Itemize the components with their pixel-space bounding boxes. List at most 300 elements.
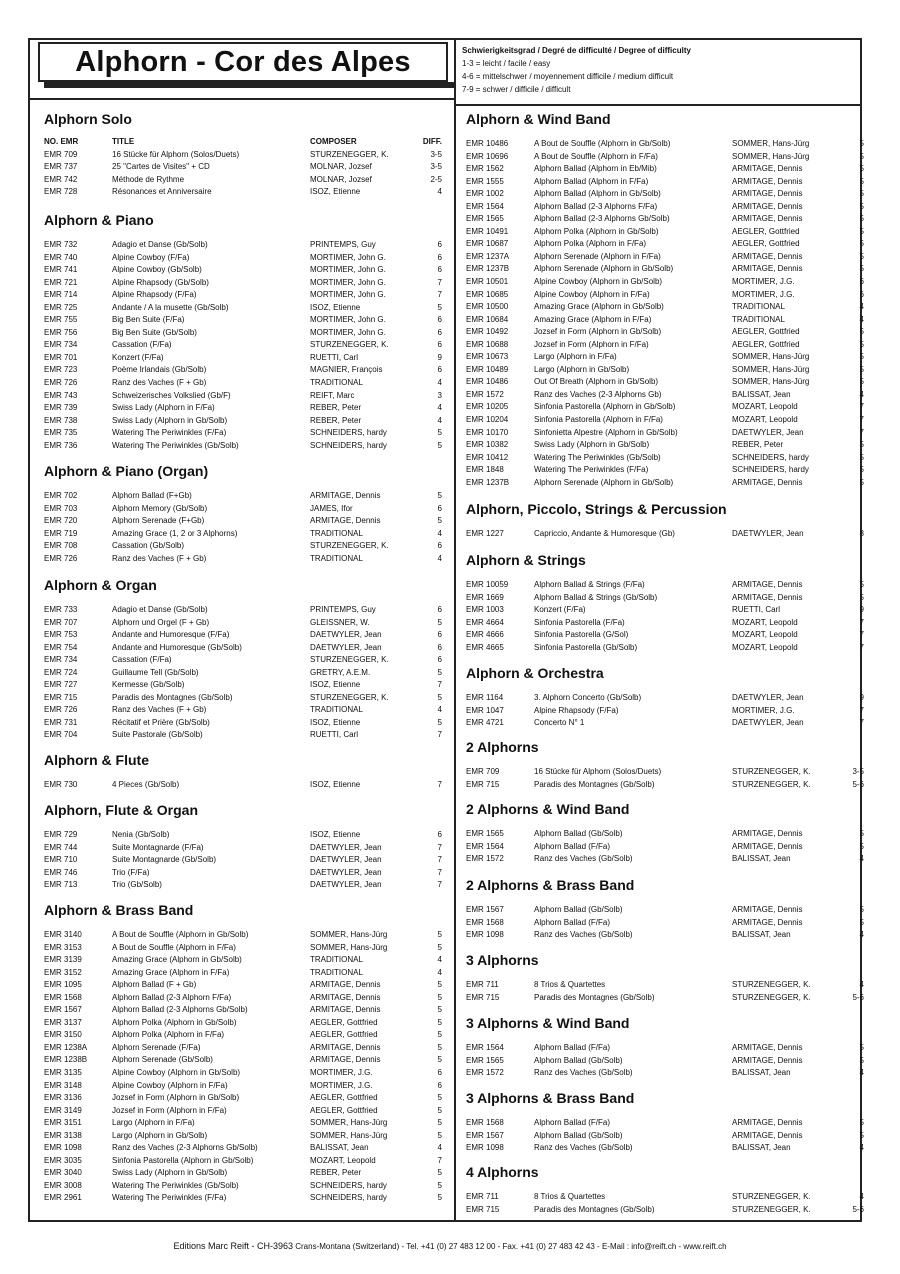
composer: ARMITAGE, Dennis bbox=[310, 516, 381, 526]
work-title: Alphorn Ballad (Gb/Solb) bbox=[534, 905, 623, 914]
difficulty: 5 bbox=[859, 214, 864, 224]
catalog-row bbox=[466, 853, 866, 866]
difficulty: 6 bbox=[437, 340, 442, 350]
catalog-row bbox=[466, 163, 866, 176]
work-title: Ranz des Vaches (Gb/Solb) bbox=[534, 930, 633, 940]
composer: SOMMER, Hans-Jürg bbox=[732, 352, 810, 362]
section-rows bbox=[466, 766, 866, 791]
section-rows bbox=[44, 239, 444, 452]
difficulty: 3 bbox=[437, 390, 442, 400]
difficulty: 6 bbox=[437, 365, 442, 375]
composer: DAETWYLER, Jean bbox=[732, 529, 804, 538]
catalog-row bbox=[466, 1130, 866, 1143]
catalog-section bbox=[466, 1089, 866, 1155]
composer: TRADITIONAL bbox=[732, 302, 785, 312]
catalog-section bbox=[44, 110, 444, 199]
catalog-number: EMR 1095 bbox=[44, 980, 82, 990]
difficulty: 7 bbox=[437, 680, 442, 690]
difficulty: 4 bbox=[437, 705, 442, 715]
catalog-number: EMR 3149 bbox=[44, 1105, 82, 1115]
work-title: Swiss Lady (Alphorn in Gb/Solb) bbox=[112, 415, 228, 425]
work-title: Paradis des Montagnes (Gb/Solb) bbox=[534, 1204, 655, 1214]
catalog-number: EMR 10486 bbox=[466, 139, 509, 148]
composer: STURZENEGGER, K. bbox=[310, 340, 389, 350]
catalog-row bbox=[44, 1180, 444, 1193]
catalog-row bbox=[466, 401, 866, 414]
catalog-row bbox=[44, 1105, 444, 1118]
difficulty: 2-5 bbox=[430, 174, 442, 184]
difficulty: 8 bbox=[859, 529, 864, 538]
catalog-row bbox=[466, 213, 866, 226]
catalog-row bbox=[44, 239, 444, 252]
difficulty: 4 bbox=[437, 187, 442, 197]
difficulty: 5 bbox=[437, 1168, 442, 1178]
difficulty: 5 bbox=[437, 302, 442, 312]
composer: MOLNAR, Jozsef bbox=[310, 162, 372, 172]
composer: TRADITIONAL bbox=[310, 955, 363, 965]
composer: ARMITAGE, Dennis bbox=[732, 1118, 803, 1127]
composer: ARMITAGE, Dennis bbox=[732, 1043, 803, 1052]
composer: ISOZ, Etienne bbox=[310, 680, 361, 690]
catalog-section bbox=[44, 211, 444, 452]
work-title: Andante and Humoresque (Gb/Solb) bbox=[112, 642, 242, 652]
composer: BALISSAT, Jean bbox=[732, 1068, 791, 1078]
section-rows bbox=[466, 828, 866, 866]
catalog-number: EMR 4665 bbox=[466, 642, 504, 652]
difficulty: 4 bbox=[859, 389, 864, 399]
difficulty: 7 bbox=[437, 1155, 442, 1165]
catalog-row bbox=[44, 1067, 444, 1080]
work-title: Alphorn Ballad (Alphorn in Eb/Mib) bbox=[534, 164, 657, 174]
catalog-number: EMR 1568 bbox=[466, 917, 504, 927]
composer: SOMMER, Hans-Jürg bbox=[732, 364, 810, 374]
catalog-number: EMR 10501 bbox=[466, 277, 509, 287]
catalog-row bbox=[44, 942, 444, 955]
catalog-number: EMR 3152 bbox=[44, 967, 82, 977]
difficulty: 5 bbox=[859, 251, 864, 261]
catalog-number: EMR 3135 bbox=[44, 1068, 82, 1078]
catalog-number: EMR 10684 bbox=[466, 314, 509, 324]
composer: DAETWYLER, Jean bbox=[732, 718, 804, 728]
catalog-section bbox=[44, 576, 444, 742]
difficulty: 5 bbox=[437, 1093, 442, 1103]
composer: MORTIMER, J.G. bbox=[732, 277, 795, 287]
work-title: Alpine Cowboy (Alphorn in Gb/Solb) bbox=[534, 277, 663, 287]
work-title: Alphorn Polka (Alphorn in F/Fa) bbox=[112, 1030, 225, 1040]
work-title: Alphorn Serenade (Alphorn in Gb/Solb) bbox=[534, 477, 674, 487]
catalog-number: EMR 1098 bbox=[44, 1143, 82, 1153]
catalog-row bbox=[44, 1004, 444, 1017]
composer: TRADITIONAL bbox=[732, 314, 785, 324]
difficulty: 7 bbox=[859, 630, 864, 640]
composer: MORTIMER, John G. bbox=[310, 290, 386, 300]
difficulty: 5 bbox=[437, 942, 442, 952]
catalog-row bbox=[44, 402, 444, 415]
catalog-row bbox=[44, 440, 444, 453]
catalog-row bbox=[44, 954, 444, 967]
catalog-row bbox=[466, 528, 866, 541]
work-title: Résonances et Anniversaire bbox=[112, 187, 212, 197]
work-title: Swiss Lady (Alphorn in Gb/Solb) bbox=[112, 1168, 228, 1178]
difficulty: 5 bbox=[437, 440, 442, 450]
composer: MORTIMER, John G. bbox=[310, 315, 386, 325]
work-title: Ranz des Vaches (2-3 Alphorns Gb/Solb) bbox=[112, 1143, 258, 1153]
catalog-section bbox=[466, 500, 866, 541]
work-title: Alphorn Serenade (Alphorn in F/Fa) bbox=[534, 251, 661, 261]
work-title: Alphorn Ballad (Gb/Solb) bbox=[534, 1130, 623, 1140]
catalog-row bbox=[44, 779, 444, 792]
catalog-number: EMR 721 bbox=[44, 277, 78, 287]
catalog-row bbox=[44, 992, 444, 1005]
difficulty: 5 bbox=[859, 905, 864, 914]
composer: REBER, Peter bbox=[310, 415, 362, 425]
work-title: Sinfonia Pastorella (Alphorn in Gb/Solb) bbox=[534, 402, 676, 412]
section-rows bbox=[44, 604, 444, 742]
catalog-number: EMR 10492 bbox=[466, 327, 509, 337]
difficulty: 5 bbox=[437, 667, 442, 677]
section-rows bbox=[466, 904, 866, 942]
catalog-number: EMR 732 bbox=[44, 240, 78, 249]
catalog-row bbox=[466, 151, 866, 164]
work-title: Suite Montagnarde (Gb/Solb) bbox=[112, 855, 217, 865]
difficulty: 6 bbox=[859, 289, 864, 299]
composer: SOMMER, Hans-Jürg bbox=[310, 1118, 388, 1128]
catalog-number: EMR 703 bbox=[44, 503, 78, 513]
composer: MOZART, Leopold bbox=[732, 415, 798, 425]
catalog-row bbox=[466, 351, 866, 364]
work-title: Trio (F/Fa) bbox=[112, 867, 150, 877]
section-heading: Alphorn, Flute & Organ bbox=[44, 802, 198, 818]
catalog-row bbox=[44, 377, 444, 390]
catalog-row bbox=[466, 604, 866, 617]
composer: GLEISSNER, W. bbox=[310, 617, 370, 627]
catalog-number: EMR 10685 bbox=[466, 289, 509, 299]
difficulty: 6 bbox=[437, 830, 442, 839]
difficulty: 7 bbox=[437, 730, 442, 740]
catalog-number: EMR 10486 bbox=[466, 377, 509, 387]
work-title: Nenia (Gb/Solb) bbox=[112, 830, 170, 839]
header-rule-left bbox=[30, 98, 454, 100]
work-title: Amazing Grace (1, 2 or 3 Alphorns) bbox=[112, 528, 238, 538]
difficulty: 7 bbox=[859, 642, 864, 652]
catalog-row bbox=[466, 992, 866, 1005]
composer: ARMITAGE, Dennis bbox=[310, 1042, 381, 1052]
catalog-row bbox=[466, 1042, 866, 1055]
work-title: Suite Montagnarde (F/Fa) bbox=[112, 842, 204, 852]
catalog-row bbox=[466, 1191, 866, 1204]
difficulty: 4 bbox=[437, 378, 442, 388]
catalog-number: EMR 10489 bbox=[466, 364, 509, 374]
work-title: Sinfonia Pastorella (F/Fa) bbox=[534, 617, 625, 627]
difficulty: 5-6 bbox=[852, 779, 864, 789]
composer: ARMITAGE, Dennis bbox=[732, 841, 803, 851]
difficulty: 7 bbox=[437, 277, 442, 287]
catalog-row bbox=[44, 1054, 444, 1067]
composer: MAGNIER, François bbox=[310, 365, 383, 375]
difficulty: 5 bbox=[437, 717, 442, 727]
difficulty: 5-6 bbox=[852, 992, 864, 1002]
composer: MORTIMER, John G. bbox=[310, 265, 386, 275]
catalog-row bbox=[44, 1092, 444, 1105]
difficulty: 4 bbox=[859, 980, 864, 989]
catalog-number: EMR 1098 bbox=[466, 1143, 504, 1153]
catalog-row bbox=[44, 540, 444, 553]
catalog-number: EMR 715 bbox=[466, 779, 500, 789]
work-title: Alphorn Ballad (Gb/Solb) bbox=[534, 1055, 623, 1065]
work-title: Sinfonietta Alpestre (Alphorn in Gb/Solb) bbox=[534, 427, 678, 437]
catalog-number: EMR 3008 bbox=[44, 1180, 82, 1190]
difficulty: 7 bbox=[437, 842, 442, 852]
difficulty: 4 bbox=[859, 1192, 864, 1201]
work-title: Out Of Breath (Alphorn in Gb/Solb) bbox=[534, 377, 659, 387]
footer bbox=[0, 1241, 900, 1251]
catalog-row bbox=[466, 376, 866, 389]
difficulty: 5 bbox=[437, 930, 442, 939]
catalog-row bbox=[466, 326, 866, 339]
composer: SOMMER, Hans-Jürg bbox=[732, 377, 810, 387]
composer: ARMITAGE, Dennis bbox=[732, 164, 803, 174]
composer: DAETWYLER, Jean bbox=[732, 427, 804, 437]
catalog-row bbox=[44, 264, 444, 277]
catalog-number: EMR 1047 bbox=[466, 705, 504, 715]
catalog-number: EMR 756 bbox=[44, 327, 78, 337]
catalog-number: EMR 725 bbox=[44, 302, 78, 312]
catalog-number: EMR 1003 bbox=[466, 605, 504, 615]
catalog-row bbox=[466, 314, 866, 327]
composer: ARMITAGE, Dennis bbox=[310, 992, 381, 1002]
difficulty: 5 bbox=[437, 692, 442, 702]
work-title: Largo (Alphorn in Gb/Solb) bbox=[534, 364, 630, 374]
catalog-number: EMR 1002 bbox=[466, 189, 504, 199]
work-title: Kermesse (Gb/Solb) bbox=[112, 680, 185, 690]
difficulty: 7 bbox=[437, 290, 442, 300]
difficulty: 6 bbox=[437, 630, 442, 640]
work-title: Adagio et Danse (Gb/Solb) bbox=[112, 240, 208, 249]
catalog-row bbox=[44, 867, 444, 880]
difficulty: 6 bbox=[437, 503, 442, 513]
catalog-row bbox=[466, 238, 866, 251]
composer: ARMITAGE, Dennis bbox=[732, 917, 803, 927]
work-title: Ranz des Vaches (Gb/Solb) bbox=[534, 1068, 633, 1078]
work-title: Capriccio, Andante & Humoresque (Gb) bbox=[534, 529, 675, 538]
work-title: A Bout de Souffle (Alphorn in Gb/Solb) bbox=[534, 139, 671, 148]
composer: MOLNAR, Jozsef bbox=[310, 174, 372, 184]
work-title: Amazing Grace (Alphorn in Gb/Solb) bbox=[534, 302, 664, 312]
catalog-row bbox=[466, 929, 866, 942]
composer: SCHNEIDERS, hardy bbox=[310, 1180, 387, 1190]
difficulty: 5 bbox=[859, 465, 864, 475]
catalog-number: EMR 1565 bbox=[466, 829, 504, 838]
catalog-number: EMR 742 bbox=[44, 174, 78, 184]
catalog-number: EMR 1572 bbox=[466, 1068, 504, 1078]
section-heading: 2 Alphorns bbox=[466, 739, 539, 755]
catalog-row bbox=[44, 490, 444, 503]
difficulty: 6 bbox=[437, 1068, 442, 1078]
catalog-section bbox=[466, 876, 866, 942]
work-title: Paradis des Montagnes (Gb/Solb) bbox=[534, 779, 655, 789]
catalog-number: EMR 4664 bbox=[466, 617, 504, 627]
catalog-section bbox=[466, 1163, 866, 1216]
catalog-row bbox=[44, 289, 444, 302]
difficulty: 7 bbox=[859, 617, 864, 627]
footer-contact: - Tel. +41 (0) 27 483 12 00 - Fax. +41 (0) 27 483 42 43 - E-Mail : info@reift.ch - www.reift.ch bbox=[401, 1242, 727, 1251]
difficulty: 5 bbox=[437, 1180, 442, 1190]
catalog-number: EMR 734 bbox=[44, 655, 78, 665]
work-title: Ranz des Vaches (Gb/Solb) bbox=[534, 854, 633, 864]
catalog-row bbox=[466, 263, 866, 276]
catalog-number: EMR 3137 bbox=[44, 1017, 82, 1027]
work-title: Adagio et Danse (Gb/Solb) bbox=[112, 605, 208, 614]
composer: MOZART, Leopold bbox=[732, 402, 798, 412]
composer: BALISSAT, Jean bbox=[732, 854, 791, 864]
composer: STURZENEGGER, K. bbox=[732, 767, 811, 776]
composer: SOMMER, Hans-Jürg bbox=[310, 930, 388, 939]
composer: TRADITIONAL bbox=[310, 705, 363, 715]
work-title: Alpine Rhapsody (F/Fa) bbox=[112, 290, 197, 300]
composer: SOMMER, Hans-Jürg bbox=[732, 151, 810, 161]
catalog-row bbox=[44, 854, 444, 867]
work-title: Alphorn Ballad (Alphorn in F/Fa) bbox=[534, 176, 649, 186]
work-title: 8 Trios & Quartettes bbox=[534, 1192, 606, 1201]
difficulty: 5 bbox=[437, 516, 442, 526]
difficulty: 6 bbox=[437, 252, 442, 262]
work-title: Alpine Cowboy (Alphorn in F/Fa) bbox=[534, 289, 650, 299]
section-heading: Alphorn & Brass Band bbox=[44, 902, 194, 918]
composer: DAETWYLER, Jean bbox=[310, 867, 382, 877]
catalog-number: EMR 1669 bbox=[466, 592, 504, 602]
catalog-row bbox=[466, 1142, 866, 1155]
section-heading: 3 Alphorns & Wind Band bbox=[466, 1015, 630, 1031]
composer: DAETWYLER, Jean bbox=[310, 880, 382, 890]
catalog-number: EMR 10170 bbox=[466, 427, 509, 437]
composer: ARMITAGE, Dennis bbox=[732, 189, 803, 199]
work-title: Alphorn Polka (Alphorn in F/Fa) bbox=[534, 239, 647, 249]
difficulty: 6 bbox=[859, 277, 864, 287]
catalog-row bbox=[44, 679, 444, 692]
composer: GRETRY, A.E.M. bbox=[310, 667, 371, 677]
catalog-row bbox=[44, 654, 444, 667]
catalog-number: EMR 754 bbox=[44, 642, 78, 652]
catalog-row bbox=[466, 276, 866, 289]
catalog-number: EMR 3151 bbox=[44, 1118, 82, 1128]
catalog-row bbox=[466, 452, 866, 465]
section-rows bbox=[44, 136, 444, 199]
catalog-row bbox=[466, 766, 866, 779]
catalog-row bbox=[44, 1117, 444, 1130]
catalog-number: EMR 3148 bbox=[44, 1080, 82, 1090]
composer: ISOZ, Etienne bbox=[310, 830, 361, 839]
difficulty: 5 bbox=[859, 352, 864, 362]
work-title: Amazing Grace (Alphorn in Gb/Solb) bbox=[112, 955, 242, 965]
catalog-number: EMR 737 bbox=[44, 162, 78, 172]
catalog-number: EMR 1565 bbox=[466, 214, 504, 224]
legend-heading: Schwierigkeitsgrad / Degré de difficulté / Degree of difficulty bbox=[462, 46, 691, 55]
work-title: Schweizerisches Volkslied (Gb/F) bbox=[112, 390, 231, 400]
composer: ARMITAGE, Dennis bbox=[732, 580, 803, 589]
difficulty: 5 bbox=[859, 917, 864, 927]
work-title: Alpine Cowboy (Gb/Solb) bbox=[112, 265, 202, 275]
composer: RUETTI, Carl bbox=[732, 605, 780, 615]
work-title: Largo (Alphorn in Gb/Solb) bbox=[112, 1130, 208, 1140]
catalog-number: EMR 1567 bbox=[44, 1005, 82, 1015]
composer: ARMITAGE, Dennis bbox=[732, 1130, 803, 1140]
composer: ARMITAGE, Dennis bbox=[732, 477, 803, 487]
col-header-title: TITLE bbox=[112, 137, 135, 146]
difficulty: 5 bbox=[437, 428, 442, 438]
catalog-row bbox=[466, 904, 866, 917]
work-title: Alphorn Ballad & Strings (Gb/Solb) bbox=[534, 592, 658, 602]
composer: MORTIMER, J.G. bbox=[732, 289, 795, 299]
composer: JAMES, Ifor bbox=[310, 503, 353, 513]
difficulty: 5 bbox=[859, 1130, 864, 1140]
catalog-row bbox=[466, 414, 866, 427]
catalog-number: EMR 1568 bbox=[44, 992, 82, 1002]
difficulty: 4 bbox=[437, 528, 442, 538]
catalog-row bbox=[466, 692, 866, 705]
catalog-row bbox=[466, 339, 866, 352]
composer: DAETWYLER, Jean bbox=[732, 693, 804, 702]
difficulty: 7 bbox=[859, 427, 864, 437]
work-title: Récitatif et Prière (Gb/Solb) bbox=[112, 717, 210, 727]
section-heading: 3 Alphorns & Brass Band bbox=[466, 1090, 635, 1106]
work-title: Guillaume Tell (Gb/Solb) bbox=[112, 667, 199, 677]
catalog-row bbox=[44, 1167, 444, 1180]
catalog-row bbox=[44, 617, 444, 630]
difficulty: 5 bbox=[437, 1193, 442, 1203]
catalog-row bbox=[466, 188, 866, 201]
catalog-number: EMR 702 bbox=[44, 491, 78, 500]
catalog-row bbox=[44, 1017, 444, 1030]
difficulty: 7 bbox=[437, 880, 442, 890]
catalog-row bbox=[44, 692, 444, 705]
difficulty: 5 bbox=[437, 1105, 442, 1115]
catalog-row bbox=[466, 1117, 866, 1130]
difficulty: 5 bbox=[437, 980, 442, 990]
section-rows bbox=[466, 1042, 866, 1080]
catalog-row bbox=[466, 427, 866, 440]
catalog-row bbox=[466, 176, 866, 189]
work-title: Paradis des Montagnes (Gb/Solb) bbox=[534, 992, 655, 1002]
catalog-row bbox=[44, 528, 444, 541]
catalog-number: EMR 734 bbox=[44, 340, 78, 350]
catalog-number: EMR 1564 bbox=[466, 201, 504, 211]
work-title: Alpine Cowboy (F/Fa) bbox=[112, 252, 190, 262]
section-rows bbox=[466, 579, 866, 654]
work-title: Largo (Alphorn in F/Fa) bbox=[534, 352, 617, 362]
catalog-row bbox=[466, 841, 866, 854]
catalog-number: EMR 715 bbox=[44, 692, 78, 702]
difficulty-legend bbox=[462, 44, 852, 96]
composer: PRINTEMPS, Guy bbox=[310, 240, 376, 249]
catalog-number: EMR 3138 bbox=[44, 1130, 82, 1140]
composer: AEGLER, Gottfried bbox=[310, 1093, 378, 1103]
catalog-number: EMR 730 bbox=[44, 780, 78, 789]
catalog-number: EMR 3153 bbox=[44, 942, 82, 952]
catalog-section bbox=[44, 901, 444, 1205]
difficulty: 6 bbox=[437, 265, 442, 275]
catalog-number: EMR 753 bbox=[44, 630, 78, 640]
catalog-row bbox=[44, 415, 444, 428]
section-heading: 2 Alphorns & Wind Band bbox=[466, 801, 630, 817]
composer: TRADITIONAL bbox=[310, 528, 363, 538]
catalog-number: EMR 1565 bbox=[466, 1055, 504, 1065]
difficulty: 5 bbox=[859, 339, 864, 349]
catalog-number: EMR 735 bbox=[44, 428, 78, 438]
difficulty: 5 bbox=[859, 176, 864, 186]
catalog-number: EMR 1564 bbox=[466, 841, 504, 851]
header-rule-right bbox=[456, 104, 860, 106]
difficulty: 5 bbox=[437, 1130, 442, 1140]
